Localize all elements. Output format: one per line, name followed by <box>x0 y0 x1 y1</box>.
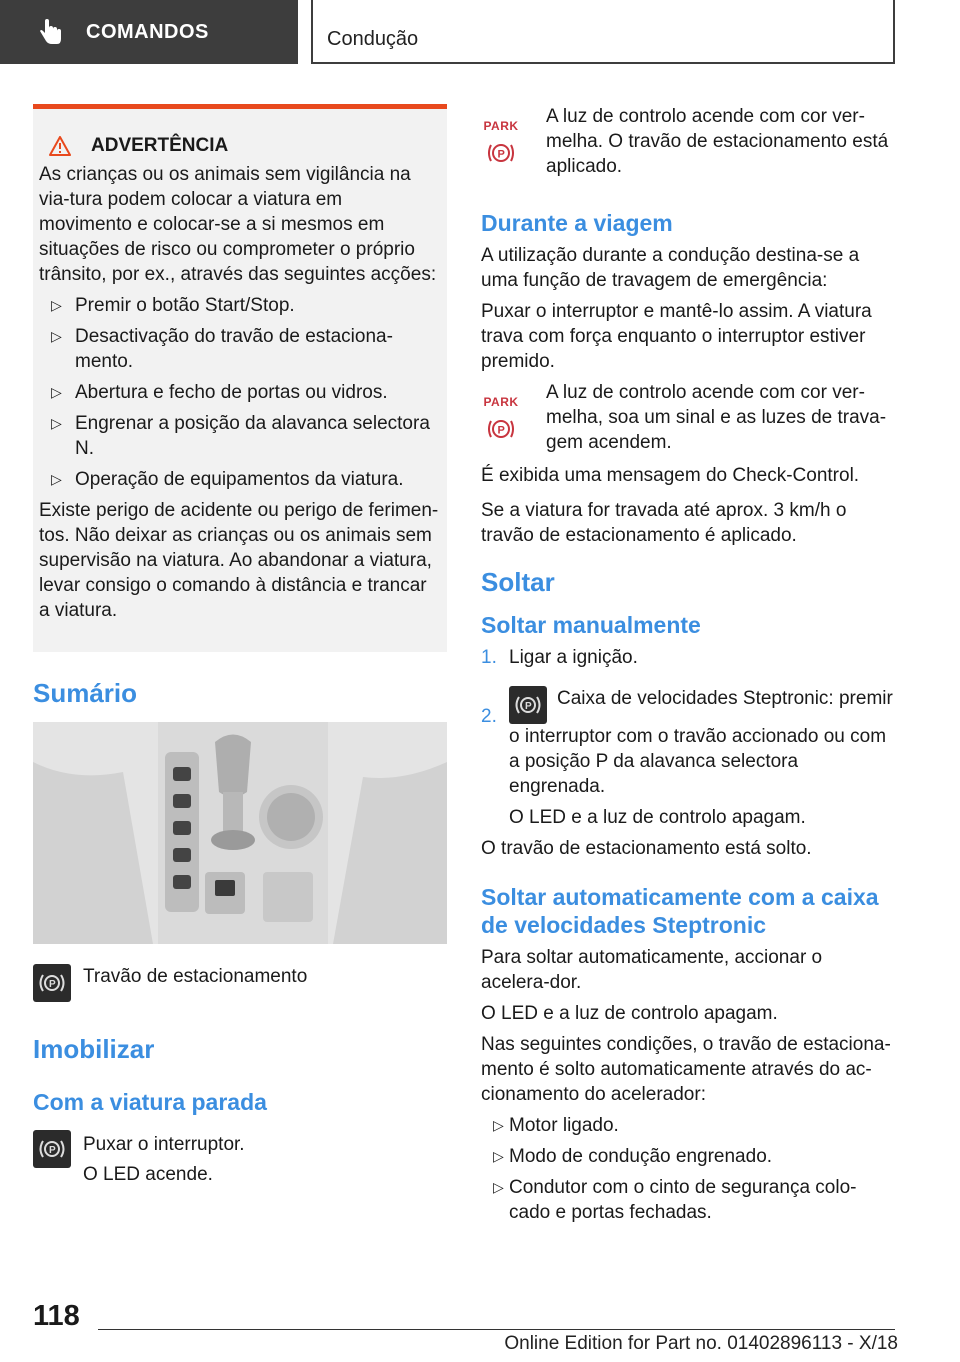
park-light-block-2 <box>481 380 895 455</box>
step-text: Ligar a ignição. <box>509 647 638 668</box>
warning-list <box>39 293 439 492</box>
svg-text:P: P <box>497 148 506 161</box>
parking-brake-switch-icon <box>33 1130 71 1168</box>
parking-brake-switch-icon <box>33 964 71 1002</box>
center-console-illustration <box>33 722 447 944</box>
park-text-1: A luz de controlo acende com cor ver-melha. O travão de estacionamento está aplicado. <box>546 106 889 177</box>
solto-text: O travão de estacionamento está solto. <box>481 838 812 859</box>
list-item: ▷ Premir o botão Start/Stop. <box>39 293 439 318</box>
svg-text:P: P <box>497 424 506 437</box>
step-number: 1. <box>481 647 497 668</box>
section-title: COMANDOS <box>86 20 209 43</box>
park-indicator-icon <box>481 390 521 455</box>
list-item: ▷ Abertura e fecho de portas ou vidros. <box>39 380 439 405</box>
auto-p3: Nas seguintes condições, o travão de estaciona-mento é solto automaticamente através do ac-cionamento do acelerador: <box>481 1034 891 1105</box>
park-light-block-1 <box>481 104 895 179</box>
parada-block <box>33 1130 245 1190</box>
heading-durante-viagem: Durante a viagem <box>481 210 673 236</box>
auto-conditions-list <box>481 1113 895 1225</box>
auto-p2: O LED e a luz de controlo apagam. <box>481 1003 778 1024</box>
warning-triangle-icon <box>49 136 71 156</box>
page-number: 118 <box>33 1300 80 1332</box>
parking-brake-photo <box>33 722 447 944</box>
heading-soltar-automaticamente: Soltar automaticamente com a caixa de velocidades Steptronic <box>481 884 879 938</box>
footer-rule <box>98 1329 895 1330</box>
chapter-title: Condução <box>327 28 419 50</box>
heading-soltar-manualmente: Soltar manualmente <box>481 612 701 638</box>
heading-imobilizar: Imobilizar <box>33 1034 155 1064</box>
svg-text:P: P <box>49 1145 56 1156</box>
viagem-p2: Puxar o interruptor e mantê-lo assim. A viatura trava com força enquanto o interruptor estiver premido. <box>481 301 872 372</box>
parking-brake-switch-icon <box>509 686 547 724</box>
warning-box <box>33 104 447 652</box>
list-item: ▷ Motor ligado. <box>481 1113 895 1138</box>
svg-text:P: P <box>525 701 532 712</box>
release-steps <box>481 645 895 830</box>
svg-text:P: P <box>49 979 56 990</box>
section-tab <box>0 0 298 64</box>
list-item: ▷ Engrenar a posição da alavanca selectora N. <box>39 411 439 461</box>
heading-soltar: Soltar <box>481 567 555 597</box>
heading-com-viatura-parada: Com a viatura parada <box>33 1089 267 1115</box>
viagem-p1: A utilização durante a condução destina-se a uma função de travagem de emergência: <box>481 245 860 291</box>
step-2-note: O LED e a luz de controlo apagam. <box>509 807 806 828</box>
step-1 <box>481 645 895 670</box>
chapter-tab <box>311 0 895 64</box>
step-2 <box>481 686 895 830</box>
step-number: 2. <box>481 706 497 727</box>
step-text: Caixa de velocidades Steptronic: premir o interruptor com o travão accionado ou com a posição P da alavanca selectora engrenada. <box>509 688 893 797</box>
checkcontrol-text: É exibida uma mensagem do Check-Control. <box>481 465 860 486</box>
speed-text: Se a viatura for travada até aprox. 3 km/h o travão de estacionamento é aplicado. <box>481 500 847 546</box>
parada-step-1: Puxar o interruptor. <box>83 1134 245 1155</box>
hand-icon <box>36 17 66 47</box>
park-indicator-icon <box>481 114 521 179</box>
edition-text: Online Edition for Part no. 01402896113 - X/18 <box>504 1333 898 1354</box>
parada-step-2: O LED acende. <box>83 1164 213 1185</box>
photo-legend <box>33 964 307 1002</box>
photo-caption: Travão de estacionamento <box>83 966 308 987</box>
warning-intro: As crianças ou os animais sem vigilância na via-tura podem colocar a viatura em movimento e colocar-se a si mesmos em situações de risco ou comprometer o próprio trânsito, por ex., através das seguintes acções: <box>39 164 437 285</box>
auto-p1: Para soltar automaticamente, accionar o acelera-dor. <box>481 947 823 993</box>
right-column <box>481 104 895 1231</box>
park-label: PARK <box>483 395 519 409</box>
park-label: PARK <box>483 119 519 133</box>
park-text-2: A luz de controlo acende com cor ver-melha, soa um sinal e as luzes de trava-gem acendem. <box>546 382 887 453</box>
warning-title-text: ADVERTÊNCIA <box>91 135 229 156</box>
warning-title <box>49 133 439 158</box>
list-item: ▷ Modo de condução engrenado. <box>481 1144 895 1169</box>
list-item: ▷ Condutor com o cinto de segurança colo-cado e portas fechadas. <box>481 1175 895 1225</box>
list-item: ▷ Desactivação do travão de estaciona-mento. <box>39 324 439 374</box>
heading-sumario: Sumário <box>33 678 138 708</box>
warning-outro: Existe perigo de acidente ou perigo de ferimen-tos. Não deixar as crianças ou os animais sem supervisão na viatura. Ao abandonar a viatura, levar consigo o comando à distância e trancar a viatura. <box>39 500 439 621</box>
list-item: ▷ Operação de equipamentos da viatura. <box>39 467 439 492</box>
